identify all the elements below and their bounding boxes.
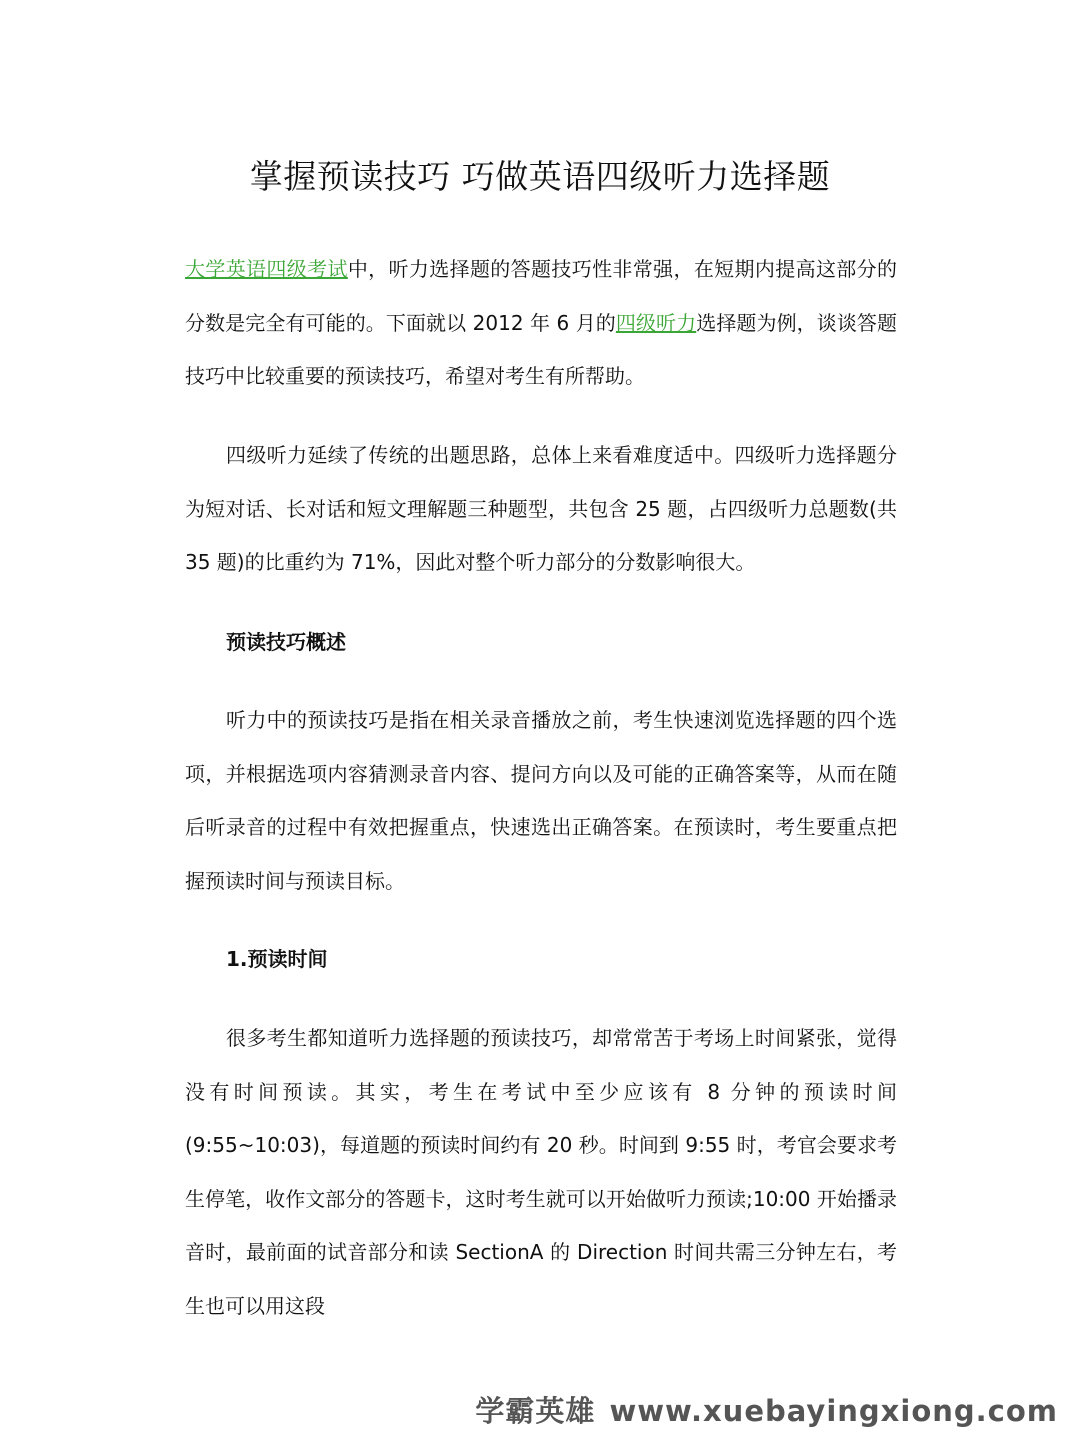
paragraph-preread-definition: 听力中的预读技巧是指在相关录音播放之前，考生快速浏览选择题的四个选项，并根据选项内容猜测录音内容、提问方向以及可能的正确答案等，从而在随后听录音的过程中有效把握重点，快速选出正确答案。在预读时，考生要重点把握预读时间与预读目标。 <box>185 708 897 893</box>
intro-paragraph <box>185 243 897 404</box>
intro-text-1: 中，听力选择题的答题技巧性非常强，在短期内提高这部分的分数是完全有可能的。下面就以 2012 年 6 月的 <box>185 257 898 335</box>
site-watermark <box>475 1389 1058 1430</box>
link-cet4-listening[interactable]: 四级听力 <box>615 310 697 335</box>
link-cet4-exam[interactable]: 大学英语四级考试 <box>185 257 348 281</box>
intro-text-2: 选择题为例，谈谈答题技巧中比较重要的预读技巧，希望对考生有所帮助。 <box>185 310 898 388</box>
section-heading-preread-time: 1.预读时间 <box>226 947 328 971</box>
watermark-brand: 学霸英雄 <box>475 1394 596 1428</box>
watermark-url: www.xuebayingxiong.com <box>609 1394 1058 1428</box>
paragraph-overview: 四级听力延续了传统的出题思路，总体上来看难度适中。四级听力选择题分为短对话、长对话和短文理解题三种题型，共包含 25 题，占四级听力总题数(共 35 题)的比重约为 71%，因此对整个听力部分的分数影响很大。 <box>185 443 897 574</box>
paragraph-preread-time: 很多考生都知道听力选择题的预读技巧，却常常苦于考场上时间紧张，觉得没有时间预读。其实，考生在考试中至少应该有 8 分钟的预读时间(9:55~10:03)，每道题的预读时间约有 20 秒。时间到 9:55 时，考官会要求考生停笔，收作文部分的答题卡，这时考生就可以开始做听力预读;10:00 开始播录音时，最前面的试音部分和读 SectionA 的 Direction 时间共需三分钟左右，考生也可以用这段 <box>185 1026 897 1318</box>
section-heading-preread-overview: 预读技巧概述 <box>226 630 346 654</box>
document-title: 掌握预读技巧 巧做英语四级听力选择题 <box>249 157 831 196</box>
